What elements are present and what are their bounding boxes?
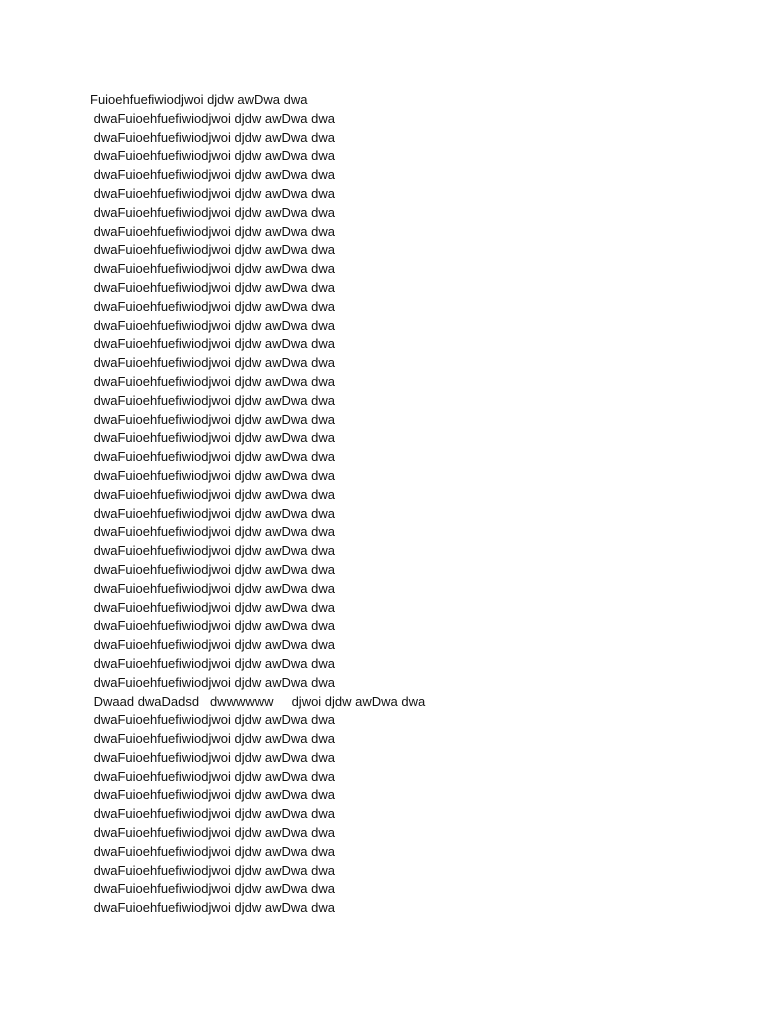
text-line: Fuioehfuefiwiodjwoi djdw awDwa dwa — [90, 92, 308, 107]
text-line: dwaFuioehfuefiwiodjwoi djdw awDwa dwa — [90, 148, 335, 164]
text-line: dwaFuioehfuefiwiodjwoi djdw awDwa dwa — [90, 543, 335, 559]
text-line: Dwaad dwaDadsd dwwwwww djwoi djdw awDwa dwa — [90, 693, 426, 709]
text-line: dwaFuioehfuefiwiodjwoi djdw awDwa dwa — [90, 712, 335, 728]
text-line: dwaFuioehfuefiwiodjwoi djdw awDwa dwa — [90, 561, 335, 577]
text-line: dwaFuioehfuefiwiodjwoi djdw awDwa dwa — [90, 110, 335, 126]
text-line: dwaFuioehfuefiwiodjwoi djdw awDwa dwa — [90, 881, 335, 897]
text-line: dwaFuioehfuefiwiodjwoi djdw awDwa dwa — [90, 242, 335, 258]
text-line: dwaFuioehfuefiwiodjwoi djdw awDwa dwa — [90, 298, 335, 314]
text-line: dwaFuioehfuefiwiodjwoi djdw awDwa dwa — [90, 430, 335, 446]
text-line: dwaFuioehfuefiwiodjwoi djdw awDwa dwa — [90, 749, 335, 765]
text-line: dwaFuioehfuefiwiodjwoi djdw awDwa dwa — [90, 524, 335, 540]
text-line: dwaFuioehfuefiwiodjwoi djdw awDwa dwa — [90, 261, 335, 277]
text-line: dwaFuioehfuefiwiodjwoi djdw awDwa dwa — [90, 336, 335, 352]
text-line: dwaFuioehfuefiwiodjwoi djdw awDwa dwa — [90, 806, 335, 822]
text-line: dwaFuioehfuefiwiodjwoi djdw awDwa dwa — [90, 637, 335, 653]
text-line: dwaFuioehfuefiwiodjwoi djdw awDwa dwa — [90, 392, 335, 408]
text-line: dwaFuioehfuefiwiodjwoi djdw awDwa dwa — [90, 185, 335, 201]
text-line: dwaFuioehfuefiwiodjwoi djdw awDwa dwa — [90, 167, 335, 183]
document-body — [90, 91, 425, 918]
text-line: dwaFuioehfuefiwiodjwoi djdw awDwa dwa — [90, 787, 335, 803]
text-line: dwaFuioehfuefiwiodjwoi djdw awDwa dwa — [90, 599, 335, 615]
text-line: dwaFuioehfuefiwiodjwoi djdw awDwa dwa — [90, 618, 335, 634]
text-line: dwaFuioehfuefiwiodjwoi djdw awDwa dwa — [90, 279, 335, 295]
text-line: dwaFuioehfuefiwiodjwoi djdw awDwa dwa — [90, 862, 335, 878]
text-line: dwaFuioehfuefiwiodjwoi djdw awDwa dwa — [90, 674, 335, 690]
text-line: dwaFuioehfuefiwiodjwoi djdw awDwa dwa — [90, 900, 335, 916]
text-line: dwaFuioehfuefiwiodjwoi djdw awDwa dwa — [90, 129, 335, 145]
text-line: dwaFuioehfuefiwiodjwoi djdw awDwa dwa — [90, 655, 335, 671]
text-line: dwaFuioehfuefiwiodjwoi djdw awDwa dwa — [90, 731, 335, 747]
text-line: dwaFuioehfuefiwiodjwoi djdw awDwa dwa — [90, 411, 335, 427]
text-line: dwaFuioehfuefiwiodjwoi djdw awDwa dwa — [90, 467, 335, 483]
text-line: dwaFuioehfuefiwiodjwoi djdw awDwa dwa — [90, 768, 335, 784]
text-line: dwaFuioehfuefiwiodjwoi djdw awDwa dwa — [90, 825, 335, 841]
text-line: dwaFuioehfuefiwiodjwoi djdw awDwa dwa — [90, 486, 335, 502]
text-line: dwaFuioehfuefiwiodjwoi djdw awDwa dwa — [90, 505, 335, 521]
text-line: dwaFuioehfuefiwiodjwoi djdw awDwa dwa — [90, 373, 335, 389]
text-line: dwaFuioehfuefiwiodjwoi djdw awDwa dwa — [90, 580, 335, 596]
text-line: dwaFuioehfuefiwiodjwoi djdw awDwa dwa — [90, 843, 335, 859]
text-line: dwaFuioehfuefiwiodjwoi djdw awDwa dwa — [90, 204, 335, 220]
text-line: dwaFuioehfuefiwiodjwoi djdw awDwa dwa — [90, 223, 335, 239]
text-line: dwaFuioehfuefiwiodjwoi djdw awDwa dwa — [90, 355, 335, 371]
text-line: dwaFuioehfuefiwiodjwoi djdw awDwa dwa — [90, 317, 335, 333]
text-line: dwaFuioehfuefiwiodjwoi djdw awDwa dwa — [90, 449, 335, 465]
